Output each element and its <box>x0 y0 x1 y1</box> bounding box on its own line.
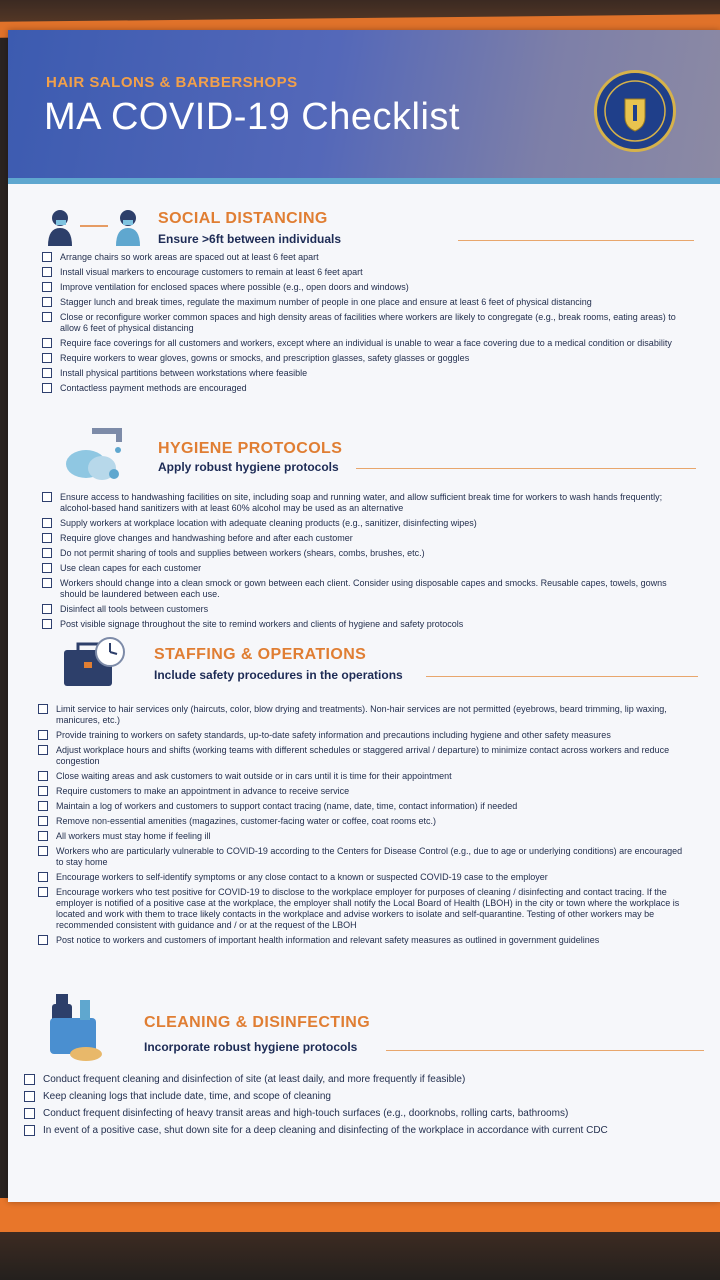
section-subtitle-cleaning-disinfecting: Incorporate robust hygiene protocols <box>144 1040 358 1054</box>
checkbox[interactable] <box>42 297 52 307</box>
checkbox[interactable] <box>42 619 52 629</box>
section-subtitle-staffing-operations: Include safety procedures in the operations <box>154 668 403 682</box>
section-subtitle-social-distancing: Ensure >6ft between individuals <box>158 232 342 246</box>
checklist-item[interactable]: Encourage workers who test positive for COVID-19 to disclose to the workplace employer for purposes of cleaning / disinfecting and contact tracing. If the employer is notified of a positive case at the workplace, the employer shall notify the Local Board of Health (LBOH) in the city or town where the workplace is located and work with them to trace likely contacts in the workplace and advise workers to isolate and self-quarantine. Testing of other workers may be recommended consistent with guidance and / or at the request of the LBOH <box>38 887 686 931</box>
folder-edge-bottom <box>0 1198 720 1232</box>
checkbox[interactable] <box>24 1108 35 1119</box>
checklist-item[interactable]: Stagger lunch and break times, regulate the maximum number of people in one place and ensure at least 6 feet of physical distancing <box>42 297 682 308</box>
checkbox[interactable] <box>38 816 48 826</box>
checklist-item[interactable]: Close or reconfigure worker common spaces and high density areas of facilities where workers are likely to congregate (e.g., break rooms, eating areas) to allow 6 feet of physical distancing <box>42 312 682 334</box>
checkbox[interactable] <box>38 771 48 781</box>
checklist-item[interactable]: Adjust workplace hours and shifts (working teams with different schedules or staggered arrival / departure) to minimize contact across workers and reduce congestion <box>38 745 686 767</box>
checklist-item[interactable]: Limit service to hair services only (haircuts, color, blow drying and treatments). Non-hair services are not permitted (eyebrows, beard trimming, lip waxing, manicures, etc.) <box>38 704 686 726</box>
checkbox[interactable] <box>42 312 52 322</box>
checkbox[interactable] <box>38 831 48 841</box>
checkbox[interactable] <box>42 492 52 502</box>
checklist-cleaning-disinfecting <box>24 1074 704 1142</box>
checklist-item[interactable]: Require face coverings for all customers and workers, except where an individual is unable to wear a face covering due to a medical condition or disability <box>42 338 682 349</box>
checklist-document <box>8 30 720 1202</box>
checkbox[interactable] <box>42 353 52 363</box>
massachusetts-seal-icon <box>594 70 676 152</box>
checklist-item[interactable]: Close waiting areas and ask customers to wait outside or in cars until it is time for their appointment <box>38 771 686 782</box>
checkbox[interactable] <box>42 383 52 393</box>
section-rule <box>386 1050 704 1051</box>
section-rule <box>426 676 698 677</box>
checklist-item[interactable]: Post visible signage throughout the site to remind workers and clients of hygiene and safety protocols <box>42 619 682 630</box>
checkbox[interactable] <box>42 252 52 262</box>
checklist-item[interactable]: Do not permit sharing of tools and supplies between workers (shears, combs, brushes, etc.) <box>42 548 682 559</box>
people-distance-icon <box>46 208 142 253</box>
checklist-item[interactable]: Require customers to make an appointment in advance to receive service <box>38 786 686 797</box>
photo-background-bottom <box>0 1232 720 1280</box>
checkbox[interactable] <box>38 745 48 755</box>
checkbox[interactable] <box>42 548 52 558</box>
checklist-item[interactable]: Maintain a log of workers and customers to support contact tracing (name, date, time, contact information) if needed <box>38 801 686 812</box>
checkbox[interactable] <box>38 872 48 882</box>
checkbox[interactable] <box>42 518 52 528</box>
checkbox[interactable] <box>42 282 52 292</box>
checkbox[interactable] <box>38 786 48 796</box>
checklist-item[interactable]: Disinfect all tools between customers <box>42 604 682 615</box>
checkbox[interactable] <box>42 563 52 573</box>
header-title: MA COVID-19 Checklist <box>44 96 460 138</box>
checklist-item[interactable]: Post notice to workers and customers of important health information and relevant safety measures as outlined in government guidelines <box>38 935 686 946</box>
checklist-staffing-operations <box>38 704 686 950</box>
checkbox[interactable] <box>38 801 48 811</box>
checkbox[interactable] <box>24 1091 35 1102</box>
checkbox[interactable] <box>42 267 52 277</box>
checklist-item[interactable]: Workers should change into a clean smock or gown between each client. Consider using disposable capes and smocks. Reusable capes, towels, gowns should be laundered between each use. <box>42 578 682 600</box>
section-title-hygiene-protocols: HYGIENE PROTOCOLS <box>158 440 343 457</box>
header-subtitle: HAIR SALONS & BARBERSHOPS <box>46 74 298 91</box>
section-subtitle-hygiene-protocols: Apply robust hygiene protocols <box>158 460 339 474</box>
checklist-item[interactable]: Supply workers at workplace location with adequate cleaning products (e.g., sanitizer, disinfecting wipes) <box>42 518 682 529</box>
checklist-item[interactable]: In event of a positive case, shut down site for a deep cleaning and disinfecting of the workplace in accordance with current CDC <box>24 1125 704 1137</box>
checklist-item[interactable]: Install visual markers to encourage customers to remain at least 6 feet apart <box>42 267 682 278</box>
section-rule <box>356 468 696 469</box>
section-title-staffing-operations: STAFFING & OPERATIONS <box>154 646 367 663</box>
checklist-item[interactable]: Provide training to workers on safety standards, up-to-date safety information and precautions including hygiene and other safety measures <box>38 730 686 741</box>
checkbox[interactable] <box>38 730 48 740</box>
checkbox[interactable] <box>24 1125 35 1136</box>
section-rule <box>458 240 694 241</box>
checkbox[interactable] <box>38 935 48 945</box>
section-title-cleaning-disinfecting: CLEANING & DISINFECTING <box>144 1014 371 1031</box>
checkbox[interactable] <box>42 578 52 588</box>
checkbox[interactable] <box>42 368 52 378</box>
briefcase-clock-icon <box>60 636 130 695</box>
checklist-item[interactable]: Ensure access to handwashing facilities on site, including soap and running water, and allow sufficient break time for workers to wash hands frequently; alcohol-based hand sanitizers with at least 60% alcohol may be used as an alternative <box>42 492 682 514</box>
checklist-item[interactable]: Encourage workers to self-identify symptoms or any close contact to a known or suspected COVID-19 case to the employer <box>38 872 686 883</box>
checklist-item[interactable]: Require glove changes and handwashing before and after each customer <box>42 533 682 544</box>
checklist-item[interactable]: Improve ventilation for enclosed spaces where possible (e.g., open doors and windows) <box>42 282 682 293</box>
checklist-item[interactable]: Keep cleaning logs that include date, time, and scope of cleaning <box>24 1091 704 1103</box>
checklist-item[interactable]: All workers must stay home if feeling ill <box>38 831 686 842</box>
checklist-item[interactable]: Workers who are particularly vulnerable to COVID-19 according to the Centers for Disease Control (e.g., due to age or underlying conditions) are encouraged to stay home <box>38 846 686 868</box>
checkbox[interactable] <box>24 1074 35 1085</box>
checkbox[interactable] <box>42 338 52 348</box>
document-header <box>8 30 720 182</box>
section-title-social-distancing: SOCIAL DISTANCING <box>158 210 328 227</box>
checklist-item[interactable]: Require workers to wear gloves, gowns or smocks, and prescription glasses, safety glasses or goggles <box>42 353 682 364</box>
header-divider <box>8 178 720 184</box>
checklist-hygiene-protocols <box>42 492 682 634</box>
cleaning-supplies-icon <box>46 990 116 1067</box>
checkbox[interactable] <box>38 846 48 856</box>
checkbox[interactable] <box>42 604 52 614</box>
checklist-item[interactable]: Remove non-essential amenities (magazines, customer-facing water or coffee, coat rooms etc.) <box>38 816 686 827</box>
checklist-item[interactable]: Contactless payment methods are encouraged <box>42 383 682 394</box>
checklist-item[interactable]: Conduct frequent cleaning and disinfection of site (at least daily, and more frequently if feasible) <box>24 1074 704 1086</box>
checklist-item[interactable]: Install physical partitions between workstations where feasible <box>42 368 682 379</box>
handwashing-icon <box>62 428 132 489</box>
checkbox[interactable] <box>38 704 48 714</box>
checkbox[interactable] <box>42 533 52 543</box>
checklist-item[interactable]: Conduct frequent disinfecting of heavy transit areas and high-touch surfaces (e.g., doorknobs, rolling carts, bathrooms) <box>24 1108 704 1120</box>
checklist-item[interactable]: Arrange chairs so work areas are spaced out at least 6 feet apart <box>42 252 682 263</box>
checklist-item[interactable]: Use clean capes for each customer <box>42 563 682 574</box>
checkbox[interactable] <box>38 887 48 897</box>
checklist-social-distancing <box>42 252 682 398</box>
